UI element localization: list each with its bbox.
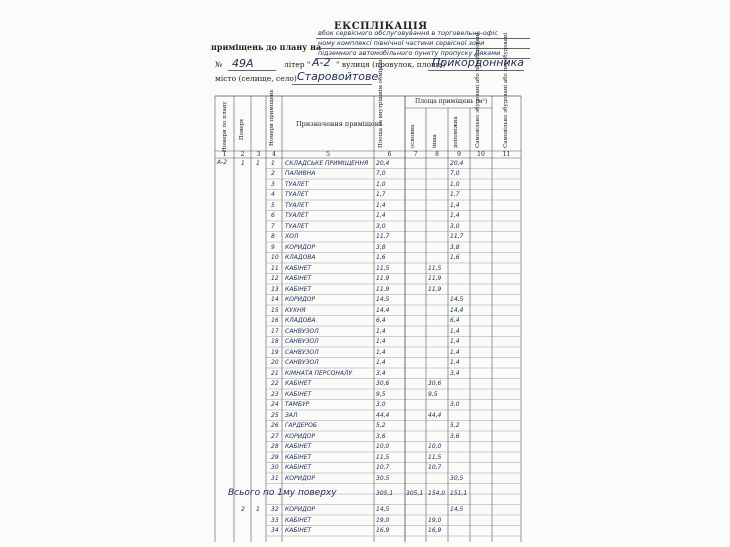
- column-number: 8: [435, 151, 439, 158]
- row-name: ТУАЛЕТ: [285, 212, 309, 219]
- row-floor: 2: [241, 506, 245, 513]
- row-number: 10: [271, 254, 279, 261]
- column-number: 2: [240, 151, 245, 158]
- column-number: 3: [256, 151, 261, 158]
- row-name: САНВУЗОЛ: [285, 327, 319, 335]
- row-name: ПАЛИВНА: [285, 170, 316, 177]
- row-name: ЗАЛ: [285, 411, 298, 419]
- row-apt: 1: [256, 159, 260, 167]
- row-name: КІМНАТА ПЕРСОНАЛУ: [285, 369, 353, 377]
- number-value: 49А: [232, 57, 254, 70]
- row-name: ХОЛ: [285, 233, 299, 240]
- row-number: 31: [271, 474, 279, 482]
- row-main-area: 44,4: [428, 411, 442, 419]
- street-value: Прикордонника: [432, 56, 525, 69]
- row-misc-area: 14,5: [450, 506, 464, 513]
- row-number: 26: [271, 422, 279, 429]
- row-misc-area: 14,5: [450, 296, 464, 303]
- row-name: КОРИДОР: [285, 243, 316, 251]
- row-misc-area: 11,7: [450, 233, 464, 240]
- row-misc-area: 6,4: [450, 317, 460, 324]
- row-area: 14,5: [376, 506, 390, 513]
- row-area: 1,4: [376, 212, 386, 219]
- col-head-room-no: Номери приміщень: [269, 89, 275, 146]
- row-number: 4: [271, 191, 275, 198]
- row-name: КУХНЯ: [285, 306, 306, 314]
- row-main-area: 11,9: [428, 285, 442, 293]
- row-number: 8: [271, 233, 275, 240]
- row-area: 14,4: [376, 306, 390, 314]
- row-name: САНВУЗОЛ: [285, 359, 319, 366]
- column-number: 7: [413, 151, 418, 158]
- row-name: КАБІНЕТ: [285, 464, 312, 471]
- row-area: 5,2: [376, 422, 386, 429]
- row-number: 22: [271, 380, 279, 387]
- row-number: 34: [271, 527, 279, 534]
- column-number: 5: [326, 151, 330, 158]
- row-area: 10,0: [376, 443, 390, 450]
- row-number: 21: [271, 369, 279, 377]
- row-area: 1,0: [376, 180, 386, 188]
- row-area: 30,5: [376, 474, 390, 482]
- row-number: 20: [271, 359, 279, 366]
- col-head-name: Призначення приміщень: [296, 120, 383, 128]
- row-misc-area: 1,4: [450, 359, 460, 366]
- total-area: 305,1: [376, 489, 394, 497]
- row-area: 1,4: [376, 201, 386, 209]
- row-number: 28: [271, 443, 279, 450]
- city-value: Старовойтове: [297, 70, 379, 83]
- row-name: ТУАЛЕТ: [285, 191, 309, 198]
- row-area: 14,5: [376, 296, 390, 303]
- row-area: 1,4: [376, 348, 386, 356]
- row-number: 23: [271, 390, 279, 398]
- total-misc: 151,1: [450, 489, 468, 497]
- row-area: 11,9: [376, 275, 390, 282]
- subtitle-hand-1: вбок сервісного обслуговування в торговельно-офіс: [318, 29, 498, 37]
- row-main-area: 11,5: [428, 453, 442, 461]
- row-area: 1,4: [376, 338, 386, 345]
- row-number: 29: [271, 453, 279, 461]
- row-name: КАБІНЕТ: [285, 285, 312, 293]
- row-number: 13: [271, 285, 279, 293]
- row-name: ТУАЛЕТ: [285, 222, 309, 230]
- row-area: 3,8: [376, 243, 386, 251]
- total-label: Всього по 1му поверху: [228, 487, 337, 498]
- row-name: КОРИДОР: [285, 474, 316, 482]
- row-misc-area: 1,6: [450, 254, 460, 261]
- row-area: 16,9: [376, 527, 390, 534]
- row-area: 1,6: [376, 254, 386, 261]
- letter-suffix: " вулиця (провулок, площа): [336, 60, 446, 69]
- row-area: 1,4: [376, 359, 386, 366]
- row-name: КАБІНЕТ: [285, 380, 312, 387]
- row-main-area: 10,7: [428, 464, 442, 471]
- row-number: 1: [271, 159, 275, 167]
- row-misc-area: 1,4: [450, 327, 460, 335]
- row-number: 12: [271, 275, 279, 282]
- row-number: 33: [271, 516, 279, 524]
- subtitle-hand-3: підземного автомобільного пункту пропуску Дяками: [318, 49, 501, 57]
- row-number: 30: [271, 464, 279, 471]
- column-number: 9: [457, 151, 461, 158]
- row-number: 16: [271, 317, 279, 324]
- row-misc-area: 3,6: [450, 432, 460, 440]
- row-area: 1,4: [376, 327, 386, 335]
- row-main-area: 10,0: [428, 443, 442, 450]
- row-name: КАБІНЕТ: [285, 275, 312, 282]
- col-head-area-group: Площа приміщень (м²): [415, 98, 488, 105]
- row-apt: 1: [256, 506, 260, 513]
- row-name: ТУАЛЕТ: [285, 201, 309, 209]
- row-misc-area: 5,2: [450, 422, 460, 429]
- row-area: 6,4: [376, 317, 386, 324]
- row-number: 19: [271, 348, 279, 356]
- row-misc-area: 1,0: [450, 180, 460, 188]
- row-name: КАБІНЕТ: [285, 527, 312, 534]
- column-number: 11: [502, 151, 511, 158]
- row-number: 18: [271, 338, 279, 345]
- row-name: КЛАДОВА: [285, 317, 316, 324]
- row-misc-area: 1,4: [450, 348, 460, 356]
- row-misc-area: 3,0: [450, 401, 460, 408]
- col-head-misc: допоміжна: [453, 116, 459, 148]
- row-area: 10,7: [376, 464, 390, 471]
- row-misc-area: 3,0: [450, 222, 460, 230]
- row-number: 9: [271, 243, 275, 251]
- row-area: 11,5: [376, 264, 390, 272]
- row-area: 44,4: [376, 411, 390, 419]
- row-area: 11,9: [376, 285, 390, 293]
- col-head-main: основна: [410, 124, 416, 148]
- row-main-area: 16,9: [428, 527, 442, 534]
- row-number: 27: [271, 432, 279, 440]
- row-area: 19,0: [376, 516, 390, 524]
- row-name: ГАРДЕРОБ: [285, 422, 318, 429]
- row-area: 9,5: [376, 390, 386, 398]
- row-name: КАБІНЕТ: [285, 516, 312, 524]
- row-name: КАБІНЕТ: [285, 264, 312, 272]
- row-area: 3,0: [376, 222, 386, 230]
- row-main-area: 19,0: [428, 516, 442, 524]
- row-area: 1,7: [376, 191, 386, 198]
- subtitle-prefix: приміщень до плану на: [211, 42, 322, 52]
- row-misc-area: 20,4: [450, 159, 464, 167]
- row-misc-area: 30,5: [450, 474, 464, 482]
- row-number: 32: [271, 506, 279, 513]
- column-number: 1: [222, 151, 227, 158]
- row-area: 3,6: [376, 432, 386, 440]
- row-number: 7: [271, 222, 275, 230]
- row-name: КАБІНЕТ: [285, 390, 312, 398]
- row-area: 20,4: [376, 159, 390, 167]
- row-main-area: 30,6: [428, 380, 442, 387]
- column-number: 4: [272, 151, 276, 158]
- row-name: КОРИДОР: [285, 296, 316, 303]
- row-name: САНВУЗОЛ: [285, 348, 319, 356]
- row-area: 3,4: [376, 369, 386, 377]
- row-name: ТАМБУР: [285, 401, 310, 408]
- row-name: СКЛАДСЬКЕ ПРИМІЩЕННЯ: [285, 159, 369, 167]
- row-number: 6: [271, 212, 275, 219]
- letter-label: літер ": [284, 60, 311, 69]
- total-col7: 305,1: [406, 489, 424, 497]
- row-main-area: 9,5: [428, 390, 438, 398]
- row-area: 30,6: [376, 380, 390, 387]
- row-name: КАБІНЕТ: [285, 453, 312, 461]
- letter-value: А-2: [312, 56, 331, 69]
- row-area: 11,5: [376, 453, 390, 461]
- row-name: КЛАДОВА: [285, 254, 316, 261]
- row-misc-area: 3,4: [450, 369, 460, 377]
- col-head-other: Самовільно збудовані або перебудовані: [475, 32, 481, 148]
- row-number: 11: [271, 264, 279, 272]
- subtitle-hand-2: ному комплексі північної частини сервісної зони: [318, 39, 485, 47]
- column-number: 10: [477, 151, 485, 158]
- row-misc-area: 7,0: [450, 170, 460, 177]
- row-main-area: 11,5: [428, 264, 442, 272]
- row-misc-area: 1,4: [450, 338, 460, 345]
- col-head-last: Самовільно збудовані або перебудовані: [503, 32, 509, 148]
- city-label: місто (селище, село): [215, 74, 297, 83]
- row-name: ТУАЛЕТ: [285, 180, 309, 188]
- row-area: 3,0: [376, 401, 386, 408]
- col-head-rooms: Поверх: [239, 118, 245, 140]
- row-name: КОРИДОР: [285, 432, 316, 440]
- row-number: 24: [271, 401, 279, 408]
- row-number: 5: [271, 201, 275, 209]
- row-number: 3: [271, 180, 275, 188]
- column-number: 6: [387, 151, 392, 158]
- row-name: САНВУЗОЛ: [285, 338, 319, 345]
- row-area: 7,0: [376, 170, 386, 177]
- row-misc-area: 1,7: [450, 191, 460, 198]
- row-area: 11,7: [376, 233, 390, 240]
- number-prefix: №: [215, 60, 223, 69]
- row-floor: 1: [241, 159, 245, 167]
- row-main-area: 11,9: [428, 275, 442, 282]
- total-main: 154,0: [428, 489, 446, 497]
- row-name: КОРИДОР: [285, 506, 316, 513]
- row-number: 2: [271, 170, 275, 177]
- row-misc-area: 1,4: [450, 212, 460, 219]
- document-title: ЕКСПЛІКАЦІЯ: [334, 21, 428, 32]
- row-number: 14: [271, 296, 279, 303]
- col-head-floor: Номери по плану: [222, 101, 228, 152]
- col-head-aux: інша: [432, 134, 438, 148]
- row-name: КАБІНЕТ: [285, 443, 312, 450]
- row-misc-area: 14,4: [450, 306, 464, 314]
- row-misc-area: 1,4: [450, 201, 460, 209]
- row-lit: А-2: [217, 158, 228, 166]
- row-number: 25: [271, 411, 279, 419]
- row-number: 17: [271, 327, 279, 335]
- row-number: 15: [271, 306, 279, 314]
- row-misc-area: 3,8: [450, 243, 460, 251]
- col-head-area-total: Площа за внутрішнім обміром: [378, 59, 384, 148]
